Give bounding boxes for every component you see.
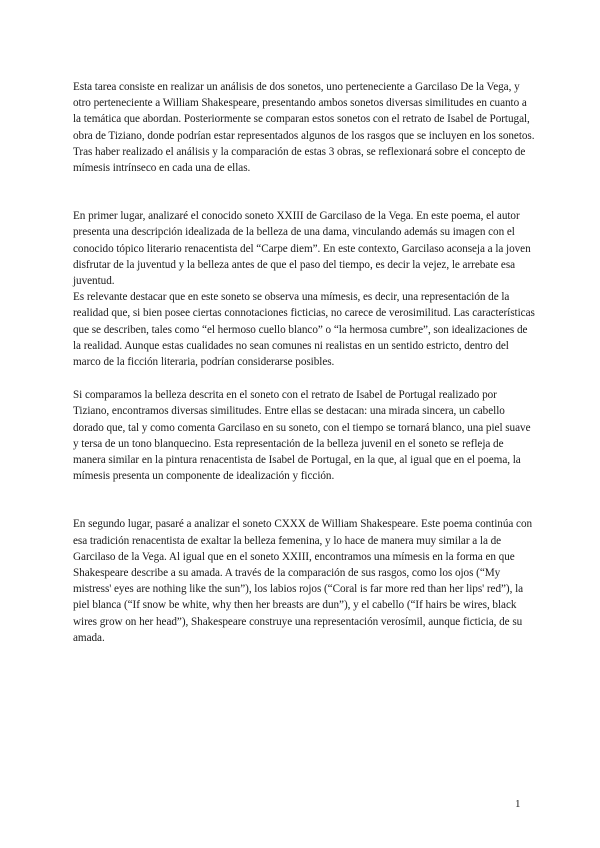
page-number: 1 <box>515 798 521 810</box>
paragraph-spacer <box>73 484 535 516</box>
document-body <box>73 79 535 646</box>
paragraph-mimesis: Es relevante destacar que en este soneto se observa una mímesis, es decir, una representación de la realidad que, si bien posee ciertas connotaciones ficticias, no carece de verosimilitud. Las características que se describen, tales como “el hermoso cuello blanco” o “la hermosa cumbre”, son idealizaciones de la realidad. Aunque estas cualidades no sean comunes ni realistas en un sentido estricto, dentro del marco de la ficción literaria, podrían considerarse posibles. <box>73 291 535 369</box>
paragraph-spacer <box>73 370 535 387</box>
paragraph-tiziano-comparison: Si comparamos la belleza descrita en el soneto con el retrato de Isabel de Portugal realizado por Tiziano, encontramos diversas similitudes. Entre ellas se destacan: una mirada sincera, un cabello dorado que, tal y como comenta Garcilaso en su soneto, con el tiempo se tornará blanco, una piel suave y tersa de un tono blanquecino. Esta representación de la belleza juvenil en el soneto se refleja de manera similar en la pintura renacentista de Isabel de Portugal, en la que, al igual que en el poema, la mímesis presenta un componente de idealización y ficción. <box>73 389 531 483</box>
paragraph-spacer <box>73 176 535 208</box>
paragraph-introduction: Esta tarea consiste en realizar un análisis de dos sonetos, uno perteneciente a Garcilaso De la Vega, y otro perteneciente a William Shakespeare, presentando ambos sonetos diversas similitudes en cuanto a la temática que abordan. Posteriormente se comparan estos sonetos con el retrato de Isabel de Portugal, obra de Tiziano, donde podrían estar representados algunos de los rasgos que se incluyen en los sonetos. Tras haber realizado el análisis y la comparación de estas 3 obras, se reflexionará sobre el concepto de mímesis intrínseco en cada una de ellas. <box>73 81 535 175</box>
paragraph-garcilaso-analysis: En primer lugar, analizaré el conocido soneto XXIII de Garcilaso de la Vega. En este poema, el autor presenta una descripción idealizada de la belleza de una dama, vinculando además su imagen con el conocido tópico literario renacentista del “Carpe diem”. En este contexto, Garcilaso aconseja a la joven disfrutar de la juventud y la belleza antes de que el paso del tiempo, es decir la vejez, le arrebate esa juventud. <box>73 210 531 288</box>
paragraph-shakespeare-analysis: En segundo lugar, pasaré a analizar el soneto CXXX de William Shakespeare. Este poema continúa con esa tradición renacentista de exaltar la belleza femenina, y lo hace de manera muy similar a la de Garcilaso de la Vega. Al igual que en el soneto XXIII, encontramos una mímesis en la forma en que Shakespeare describe a su amada. A través de la comparación de sus rasgos, como los ojos (“My mistress' eyes are nothing like the sun”), los labios rojos (“Coral is far more red than her lips' red”), la piel blanca (“If snow be white, why then her breasts are dun”), y el cabello (“If hairs be wires, black wires grow on her head”), Shakespeare construye una representación verosímil, aunque ficticia, de su amada. <box>73 518 533 644</box>
